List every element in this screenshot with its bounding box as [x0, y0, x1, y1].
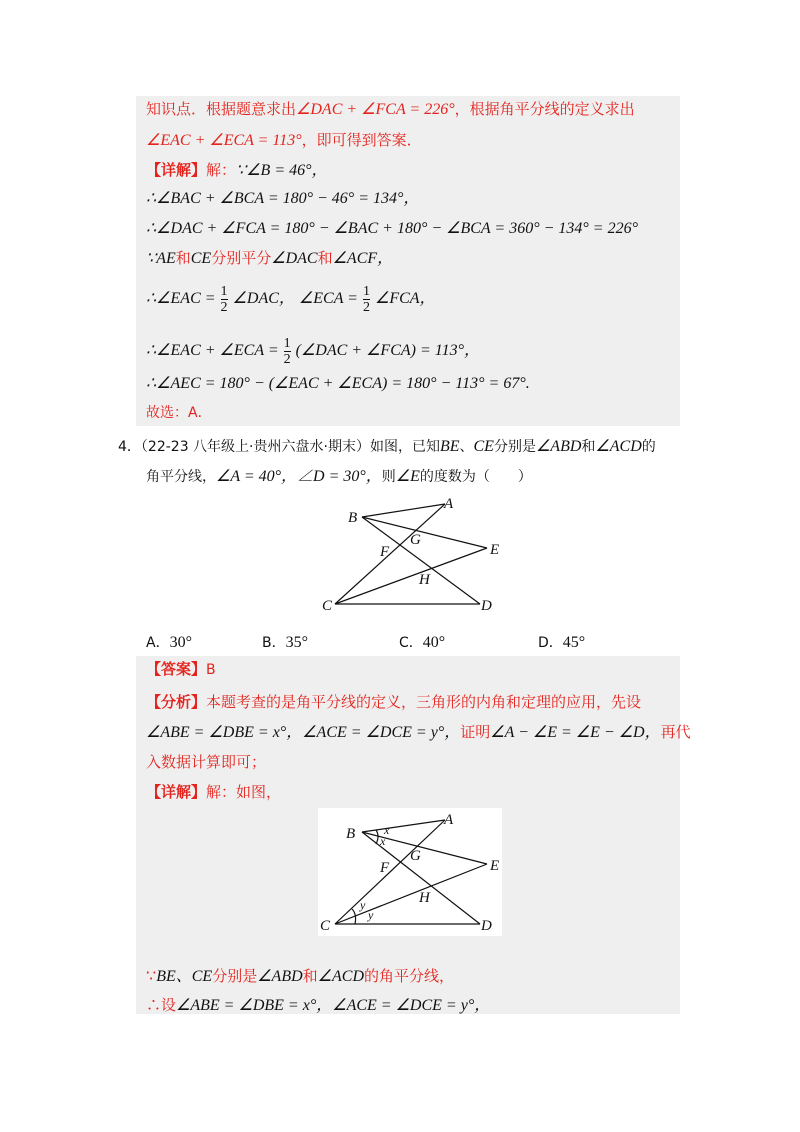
detail-line: 【详解】解：∵∠B = 46°，: [146, 161, 328, 179]
option-a[interactable]: A．30°: [146, 634, 192, 651]
angle-arc-b: [376, 830, 378, 844]
label-d: D: [481, 918, 492, 934]
step-3: ∵AE和CE分别平分∠DAC和∠ACF，: [146, 249, 394, 267]
step-5: ∴∠EAC + ∠ECA = $\frac{1}{2}$ (∠DAC + ∠FCA) = 113°，: [146, 336, 480, 367]
analysis-line-2: ∠EAC + ∠ECA = 113°，即可得到答案．: [146, 131, 422, 149]
angle-label-y-top: y: [360, 898, 366, 912]
label-b: B: [348, 510, 358, 526]
label-c: C: [320, 918, 331, 934]
angle-label-y-bottom: y: [368, 908, 374, 922]
step-2: ∴∠DAC + ∠FCA = 180° − ∠BAC + 180° − ∠BCA = 360° − 134° = 226°: [146, 220, 638, 237]
label-e: E: [490, 858, 500, 874]
step-6: ∴∠AEC = 180° − (∠EAC + ∠ECA) = 180° − 113° = 67°.: [146, 375, 530, 392]
choice-line: 故选：A．: [146, 405, 212, 421]
solution-4-figure: [310, 808, 510, 936]
label-f: F: [380, 860, 390, 876]
analysis-line-1: 知识点．根据题意求出∠DAC + ∠FCA = 226°，根据角平分线的定义求出: [146, 100, 635, 118]
detail-line: 【详解】解：如图，: [146, 783, 282, 801]
label-b: B: [346, 826, 356, 842]
segment-ce: [335, 548, 487, 604]
segment-bd: [362, 517, 480, 604]
step-1: ∴∠BAC + ∠BCA = 180° − 46° = 134°，: [146, 190, 420, 207]
fraction-half: $\frac{1}{2}$: [362, 284, 370, 315]
label-c: C: [322, 598, 333, 614]
step-4: ∴∠EAC = $\frac{1}{2}$ ∠DAC， ∠ECA = $\frac{1}{2}$ ∠FCA，: [146, 284, 436, 315]
label-a: A: [444, 812, 454, 828]
label-e: E: [490, 542, 500, 558]
segment-ce: [335, 864, 487, 924]
option-d[interactable]: D．45°: [538, 634, 586, 651]
fraction-half: $\frac{1}{2}$: [220, 284, 228, 315]
angle-label-x-bottom: x: [380, 834, 386, 848]
label-h: H: [419, 890, 430, 906]
label-g: G: [410, 532, 421, 548]
label-h: H: [419, 572, 430, 588]
question-4-figure: [310, 492, 510, 617]
analysis-line-2: ∠ABE = ∠DBE = x°，∠ACE = ∠DCE = y°，证明∠A − ∠E = ∠E − ∠D，再代: [146, 723, 691, 741]
option-b[interactable]: B．35°: [262, 634, 309, 651]
label-d: D: [481, 598, 492, 614]
angle-label-x-top: x: [384, 823, 390, 837]
reason-line-2: ∴设∠ABE = ∠DBE = x°，∠ACE = ∠DCE = y°，: [146, 996, 491, 1014]
fraction-half: $\frac{1}{2}$: [283, 336, 291, 367]
analysis-line-3: 入数据计算即可；: [146, 753, 267, 771]
question-4-line-1: 4．（22-23 八年级上·贵州六盘水·期末）如图，已知BE、CE分别是∠ABD和∠ACD的: [118, 438, 656, 455]
label-a: A: [444, 496, 454, 512]
label-f: F: [380, 544, 390, 560]
analysis-line-1: 【分析】本题考查的是角平分线的定义，三角形的内角和定理的应用，先设: [146, 693, 642, 711]
segment-ba: [362, 820, 445, 832]
question-4-line-2: 角平分线，∠A = 40°，∠D = 30°，则∠E的度数为（ ）: [146, 468, 532, 485]
label-g: G: [410, 848, 421, 864]
option-c[interactable]: C．40°: [399, 634, 446, 651]
answer-line: 【答案】B: [146, 660, 216, 678]
reason-line-1: ∵BE、CE分别是∠ABD和∠ACD的角平分线，: [146, 967, 455, 985]
